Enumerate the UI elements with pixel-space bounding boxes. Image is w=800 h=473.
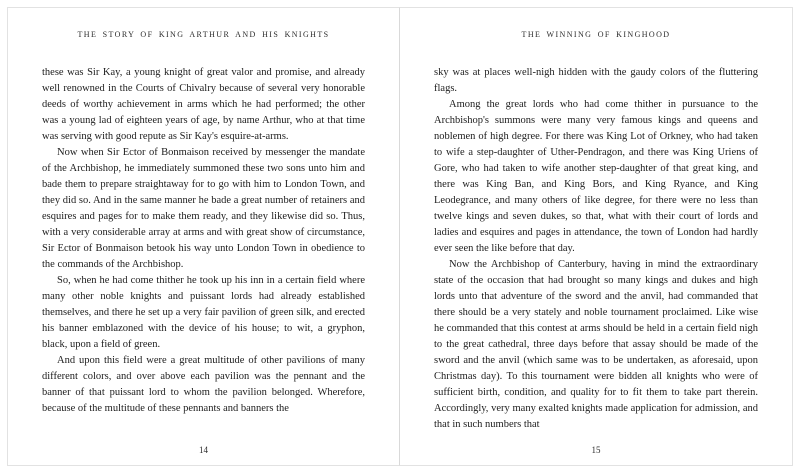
left-page xyxy=(7,7,400,466)
left-page-number: 14 xyxy=(199,445,208,455)
paragraph: Now the Archbishop of Canterbury, having in mind the extraordinary state of the occasion that had brought so many kings and dukes and high lords unto that adventure of the sword and the anvil, had commanded that there should be a very stately and noble tournament proclaimed. Like wise he commanded that this contest at arms should be held in a certain field nigh to the great cathedral, three days before that assay should be made of the sword and the anvil (which same was to be undertaken, as aforesaid, upon Christmas day). To this tournament were bidden all knights who were of sufficient birth, condition, and quality for to fit them to take part therein. Accordingly, very many exalted knights made application for admission, and that in such numbers that xyxy=(434,259,758,430)
right-page xyxy=(400,7,793,466)
right-page-running-head: THE WINNING OF KINGHOOD xyxy=(521,30,671,39)
right-page-text xyxy=(434,65,758,433)
paragraph: So, when he had come thither he took up his inn in a certain field where many other noble knights and puissant lords had already established themselves, and there he set up a very fair pavilion of green silk, and erected his banner emblazoned with the device of his house; to wit, a gryphon, black, upon a field of green. xyxy=(42,275,365,350)
paragraph: Now when Sir Ector of Bonmaison received by messenger the mandate of the Archbishop, he immediately summoned these two sons unto him and bade them to prepare straightaway for to go with him to London Town, and they did so. And in the same manner he bade a great number of retainers and esquires and pages for to make them ready, and they likewise did so. Thus, with a very considerable array at arms and with great show of circumstance, Sir Ector of Bonmaison betook his way unto London Town in obedience to the commands of the Archbishop. xyxy=(42,147,365,270)
paragraph: Among the great lords who had come thither in pursuance to the Archbishop's summons were many very famous kings and queens and noblemen of high degree. For there was King Lot of Orkney, who had taken to wife a step-daughter of Uther-Pendragon, and there was King Uriens of Gore, who had taken to wife another step-daughter of that great king, and there was King Ban, and King Bors, and King Ryance, and King Leodegrance, and many others of like degree, for there were no less than twelve kings and seven dukes, so that, what with their court of lords and ladies and esquires and pages in attendance, the town of London had hardly ever seen the like before that day. xyxy=(434,99,758,254)
left-page-running-head: THE STORY OF KING ARTHUR AND HIS KNIGHTS xyxy=(77,30,330,39)
paragraph: these was Sir Kay, a young knight of great valor and promise, and already well renowned in the Courts of Chivalry because of several very honorable deeds of worthy achievement in arms which he had performed; the other was a young lad of eighteen years of age, by name Arthur, who at that time was serving with good repute as Sir Kay's esquire-at-arms. xyxy=(42,67,365,142)
left-page-text xyxy=(42,65,365,417)
right-page-number: 15 xyxy=(591,445,601,455)
paragraph: sky was at places well-nigh hidden with the gaudy colors of the fluttering flags. xyxy=(434,67,758,94)
paragraph: And upon this field were a great multitude of other pavilions of many different colors, and over above each pavilion was the pennant and the banner of that puissant lord to whom the pavilion belonged. Wherefore, because of the multitude of these pennants and banners the xyxy=(42,355,365,414)
